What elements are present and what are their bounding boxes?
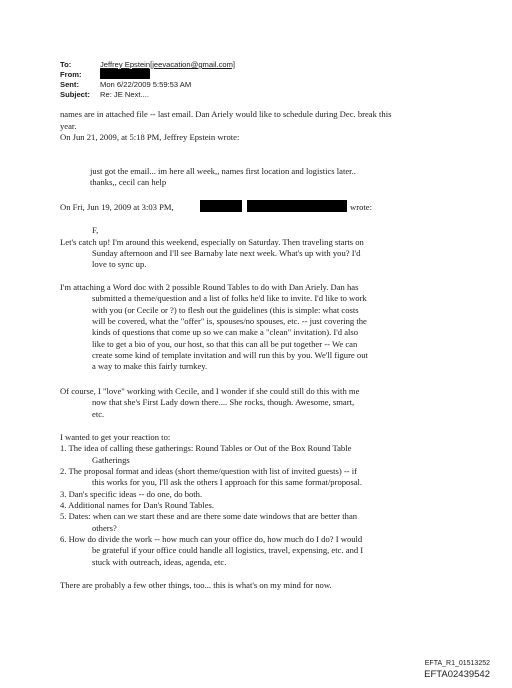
sent-value: Mon 6/22/2009 5:59:53 AM: [100, 80, 192, 89]
reaction-item-4: 4. Additional names for Dan's Round Tables.: [60, 500, 215, 510]
attach-line-3: with you (or Cecile or ?) to flesh out the guidelines (this is simple: what costs: [92, 305, 359, 315]
reaction-item-2-cont: this works for you, I'll ask the others I approach for this same format/proposal.: [92, 477, 363, 487]
cecile-line-2: now that she's First Lady down there.... She rocks, though. Awesome, smart,: [92, 397, 355, 407]
reaction-item-5-cont: others?: [92, 523, 117, 533]
sent-label: Sent:: [60, 80, 79, 89]
to-value: Jeffrey Epstein[jeevacation@gmail.com]: [100, 60, 236, 69]
attach-line-2: submitted a theme/question and a list of folks he'd like to invite. I'd like to work: [92, 293, 367, 303]
attach-line-8: a way to make this fairly turnkey.: [92, 361, 208, 371]
closing-line: There are probably a few other things, too... this is what's on my mind for now.: [60, 580, 332, 590]
catchup-line-1: Let's catch up! I'm around this weekend, especially on Saturday. Then traveling starts on: [60, 237, 364, 247]
cecile-line-1: Of course, I "love" working with Cecile, and I wonder if she could still do this with me: [60, 386, 360, 396]
reaction-item-1: 1. The idea of calling these gatherings: Round Tables or Out of the Box Round Table: [60, 443, 352, 453]
reaction-item-1-cont: Gatherings: [92, 455, 130, 465]
quote-line-1: just got the email... im here all week,, names first location and logistics later..: [90, 166, 356, 176]
reaction-item-6-cont-1: be grateful if your office could handle all logistics, travel, expensing, etc. and I: [92, 545, 364, 555]
from-label: From:: [60, 70, 82, 79]
reply-attribution: On Jun 21, 2009, at 5:18 PM, Jeffrey Epstein wrote:: [60, 132, 240, 142]
subject-value: Re: JE Next....: [100, 90, 149, 99]
redaction-from: [100, 69, 150, 79]
reaction-item-5: 5. Dates: when can we start these and are there some date windows that are better than: [60, 511, 358, 521]
reaction-item-6: 6. How do divide the work -- how much can your office do, how much do I do? I would: [60, 534, 363, 544]
quote-line-2: thanks,, cecil can help: [90, 177, 167, 187]
to-label: To:: [60, 60, 72, 69]
catchup-line-2: Sunday afternoon and I'll see Barnaby late next week. What's up with you? I'd: [92, 248, 361, 258]
redaction-name-1: [200, 200, 242, 212]
bates-id-2: EFTA02439542: [424, 669, 490, 680]
salutation: F,: [92, 225, 99, 235]
subject-label: Subject:: [60, 90, 90, 99]
body-line-2: year.: [60, 121, 77, 131]
wrote-suffix: wrote:: [350, 202, 372, 212]
reaction-item-2: 2. The proposal format and ideas (short theme/question with list of invited guests) -- if: [60, 466, 357, 476]
reaction-item-6-cont-2: stuck with outreach, ideas, agenda, etc.: [92, 557, 227, 567]
body-line-1: names are in attached file -- last email. Dan Ariely would like to schedule during Dec. break this: [60, 109, 392, 119]
bates-id-1: EFTA_R1_01513252: [424, 660, 490, 667]
attach-line-6: like to get a bio of you, our host, so that this can all be put together -- We can: [92, 339, 358, 349]
wrote-prefix: On Fri, Jun 19, 2009 at 3:03 PM,: [60, 202, 174, 212]
reaction-item-3: 3. Dan's specific ideas -- do one, do both.: [60, 489, 203, 499]
attach-line-1: I'm attaching a Word doc with 2 possible Round Tables to do with Dan Ariely. Dan has: [60, 282, 359, 292]
attach-line-4: will be covered, what the "offer" is, spouses/no spouses, etc. -- just covering the: [92, 316, 367, 326]
redaction-name-2: [247, 200, 347, 212]
catchup-line-3: love to sync up.: [92, 259, 147, 269]
attach-line-5: kinds of questions that come up so we can make a "clean" invitation). I'd also: [92, 327, 359, 337]
attach-line-7: create some kind of template invitation and will run this by you. We'll figure out: [92, 350, 368, 360]
reaction-intro: I wanted to get your reaction to:: [60, 432, 171, 442]
cecile-line-3: etc.: [92, 409, 105, 419]
